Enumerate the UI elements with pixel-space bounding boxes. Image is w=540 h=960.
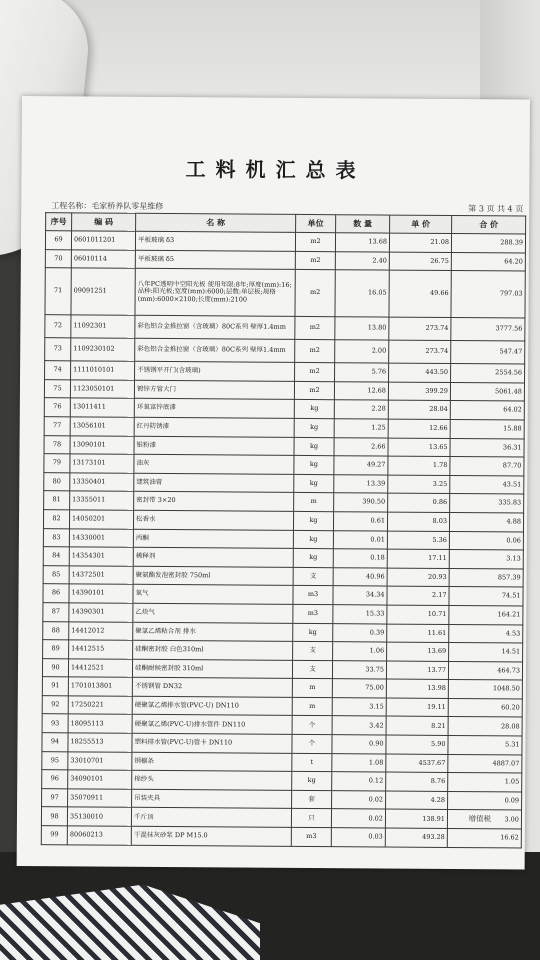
header-unit-price: 单 价 xyxy=(390,215,452,233)
cell-unit-price: 4537.67 xyxy=(386,754,448,773)
cell-quantity: 13.80 xyxy=(335,317,389,340)
cell-unit-price: 138.91 xyxy=(385,809,447,828)
cell-unit: m2 xyxy=(295,363,335,382)
cell-code: 13350401 xyxy=(70,473,134,492)
cell-no: 80 xyxy=(44,472,70,491)
cell-total: 4887.07 xyxy=(448,754,522,773)
cell-code: 18095113 xyxy=(68,714,132,733)
cell-unit: kg xyxy=(294,456,334,475)
table-row xyxy=(41,826,521,848)
cell-name: 平板玻璃 δ5 xyxy=(135,250,295,270)
cell-no: 99 xyxy=(41,826,67,845)
cell-total: 857.39 xyxy=(449,568,523,587)
cell-no: 74 xyxy=(45,361,71,380)
cell-quantity: 13.68 xyxy=(335,233,389,252)
cell-code: 14330001 xyxy=(69,528,133,547)
cell-unit: kg xyxy=(294,474,334,493)
cell-total: 16.62 xyxy=(447,829,521,848)
cell-no: 71 xyxy=(45,268,71,315)
cell-name: 油灰 xyxy=(134,454,294,474)
cell-no: 70 xyxy=(45,249,71,268)
cell-total: 797.03 xyxy=(451,271,525,319)
cell-quantity: 13.39 xyxy=(334,474,388,493)
cell-code: 17250221 xyxy=(68,696,132,715)
cell-unit: m2 xyxy=(295,232,335,251)
cell-quantity: 16.05 xyxy=(335,270,389,317)
cell-name: 硬聚氯乙烯(PVC-U)排水管件 DN110 xyxy=(132,715,292,735)
cell-unit: 个 xyxy=(292,734,332,753)
cell-total: 60.20 xyxy=(448,698,522,717)
cell-unit: kg xyxy=(293,549,333,568)
cell-no: 87 xyxy=(43,603,69,622)
cell-name: 硅酮耐候密封胶 310ml xyxy=(132,659,292,679)
cell-quantity: 0.01 xyxy=(333,530,387,549)
cell-code: 0601011201 xyxy=(71,231,135,250)
cell-name: 聚氯乙烯粘合剂 排水 xyxy=(133,622,293,642)
table-row xyxy=(45,315,525,341)
cell-code: 06010114 xyxy=(71,249,135,268)
cell-quantity: 5.76 xyxy=(335,363,389,382)
cell-unit-price: 12.66 xyxy=(388,419,450,438)
cell-unit: kg xyxy=(294,400,334,419)
cell-unit: t xyxy=(292,753,332,772)
cell-quantity: 0.02 xyxy=(332,791,386,810)
cell-code: 14050201 xyxy=(69,510,133,529)
cell-no: 97 xyxy=(42,788,68,807)
cell-code: 13090101 xyxy=(70,435,134,454)
cell-no: 88 xyxy=(43,621,69,640)
cell-no: 77 xyxy=(44,417,70,436)
cell-code: 14390101 xyxy=(69,584,133,603)
document-title: 工料机汇总表 xyxy=(185,157,366,183)
cell-unit-price: 28.04 xyxy=(388,400,450,419)
cell-unit-price: 26.75 xyxy=(389,252,451,271)
cell-quantity: 75.00 xyxy=(332,679,386,698)
cell-no: 98 xyxy=(41,807,67,826)
cell-total: 1.05 xyxy=(448,773,522,792)
cell-name: 硬聚氯乙烯排水管(PVC-U) DN110 xyxy=(132,696,292,716)
cell-quantity: 2.66 xyxy=(334,437,388,456)
cell-quantity: 0.03 xyxy=(331,828,385,847)
cell-unit: m xyxy=(294,493,334,512)
cell-quantity: 390.50 xyxy=(334,493,388,512)
cell-total: 3.13 xyxy=(449,550,523,569)
cell-name: 丙酮 xyxy=(133,529,293,549)
cell-no: 72 xyxy=(45,315,71,338)
header-code: 编 码 xyxy=(72,213,136,231)
header-no: 序号 xyxy=(46,213,72,231)
cell-unit: kg xyxy=(293,623,333,642)
cell-total: 5061.48 xyxy=(450,382,524,401)
cell-no: 83 xyxy=(43,528,69,547)
cell-no: 92 xyxy=(42,696,68,715)
cell-total: 74.51 xyxy=(449,587,523,606)
cell-quantity: 33.75 xyxy=(332,660,386,679)
cell-unit-price: 1.78 xyxy=(388,456,450,475)
cell-code: 18255513 xyxy=(68,733,132,752)
cell-unit-price: 3.25 xyxy=(388,475,450,494)
cell-quantity: 3.15 xyxy=(332,698,386,717)
cell-code: 14390301 xyxy=(69,603,133,622)
cell-name: 银粉漆 xyxy=(134,436,294,456)
cell-name: 不锈钢平开门(含玻璃) xyxy=(135,361,295,381)
cell-total: 3.00 xyxy=(447,810,521,829)
cell-no: 81 xyxy=(44,491,70,510)
cell-name: 乙炔气 xyxy=(133,603,293,623)
header-total: 合 价 xyxy=(452,216,526,235)
cell-name: 干混抹灰砂浆 DP M15.0 xyxy=(131,826,291,846)
cell-unit: m2 xyxy=(295,270,335,317)
cell-unit-price: 49.66 xyxy=(389,270,451,317)
cell-name: 钢檩条 xyxy=(132,752,292,772)
cell-code: 13173101 xyxy=(70,454,134,473)
cell-total: 14.51 xyxy=(449,643,523,662)
cell-no: 90 xyxy=(42,658,68,677)
cell-unit: m3 xyxy=(293,586,333,605)
cell-no: 91 xyxy=(42,677,68,696)
cell-code: 14412012 xyxy=(69,621,133,640)
cell-unit-price: 8.76 xyxy=(386,772,448,791)
cell-unit: m xyxy=(292,697,332,716)
cell-code: 1109230102 xyxy=(71,338,135,361)
cell-name: 镀锌方管大门 xyxy=(134,380,294,400)
cell-unit-price: 17.11 xyxy=(387,549,449,568)
cell-name: 千斤顶 xyxy=(131,808,291,828)
cell-unit: kg xyxy=(293,511,333,530)
cell-total: 1048.50 xyxy=(448,680,522,699)
cell-unit-price: 11.61 xyxy=(387,624,449,643)
cell-code: 1123050101 xyxy=(70,380,134,399)
cell-unit: m2 xyxy=(295,251,335,270)
cell-name: 红丹防锈漆 xyxy=(134,417,294,437)
cell-code: 13056101 xyxy=(70,417,134,436)
project-name: 工程名称：毛家桥养队零星维修 xyxy=(51,201,164,211)
cell-unit: m2 xyxy=(295,317,335,340)
cell-unit: kg xyxy=(294,437,334,456)
cell-unit: kg xyxy=(293,530,333,549)
cell-code: 80060213 xyxy=(67,826,131,845)
cell-no: 76 xyxy=(44,398,70,417)
cell-no: 73 xyxy=(45,338,71,361)
cell-total: 164.21 xyxy=(449,605,523,624)
cell-total: 15.88 xyxy=(450,419,524,438)
cell-no: 78 xyxy=(44,435,70,454)
cell-code: 14354301 xyxy=(69,547,133,566)
cell-unit-price: 443.50 xyxy=(389,363,451,382)
table-row xyxy=(45,268,525,318)
cell-total: 64.20 xyxy=(451,252,525,271)
cell-quantity: 40.96 xyxy=(333,567,387,586)
cell-name: 平板玻璃 δ3 xyxy=(135,231,295,251)
cell-no: 75 xyxy=(44,379,70,398)
cell-unit: m3 xyxy=(291,827,331,846)
cell-code: 34090101 xyxy=(68,770,132,789)
cell-code: 09091251 xyxy=(71,268,135,315)
cell-name: 松香水 xyxy=(133,510,293,530)
cell-unit-price: 10.71 xyxy=(387,605,449,624)
cell-code: 14372501 xyxy=(69,566,133,585)
cell-name: 硅酮密封胶 白色310ml xyxy=(133,640,293,660)
cell-unit: kg xyxy=(294,418,334,437)
cell-total: 2554.56 xyxy=(451,364,525,383)
header-quantity: 数 量 xyxy=(336,215,390,233)
cell-unit: 个 xyxy=(292,716,332,735)
cell-quantity: 12.68 xyxy=(334,381,388,400)
cell-unit: kg xyxy=(292,772,332,791)
cell-no: 85 xyxy=(43,565,69,584)
cell-no: 79 xyxy=(44,454,70,473)
page-indicator: 第 3 页 共 4 页 xyxy=(468,204,524,214)
cell-name: 彩色铝合金推拉窗（含玻璃）80C系列 壁厚1.4mm xyxy=(135,338,295,362)
cell-unit-price: 273.74 xyxy=(389,340,451,363)
cell-unit-price: 2.17 xyxy=(387,586,449,605)
cell-unit-price: 13.69 xyxy=(387,642,449,661)
cell-unit-price: 13.77 xyxy=(386,661,448,680)
cell-name: 聚氨酯发泡密封胶 750ml xyxy=(133,566,293,586)
cell-name: 棉纱头 xyxy=(132,771,292,791)
cell-unit: 支 xyxy=(292,660,332,679)
cell-unit: m2 xyxy=(295,340,335,363)
cell-unit-price: 273.74 xyxy=(389,317,451,340)
cell-total: 4.88 xyxy=(449,512,523,531)
document-sheet xyxy=(17,96,530,870)
cell-total: 5.31 xyxy=(448,736,522,755)
cell-code: 1701013801 xyxy=(68,677,132,696)
cell-quantity: 0.90 xyxy=(332,735,386,754)
cell-unit-price: 20.93 xyxy=(387,568,449,587)
cell-total: 28.08 xyxy=(448,717,522,736)
cell-quantity: 0.18 xyxy=(333,549,387,568)
cell-total: 335.83 xyxy=(450,494,524,513)
cell-unit: m2 xyxy=(294,381,334,400)
cell-name: 八年PC透明中空阳光板 使用年限:8年;厚度(mm):16;品种:阳光板;宽度(mm):6000;层数:单层板;规格(mm):6000×2100;长度(mm):2100 xyxy=(135,268,295,316)
cell-no: 86 xyxy=(43,584,69,603)
cell-total: 3777.56 xyxy=(451,318,525,342)
footer-note: 增值税 xyxy=(468,814,491,824)
cell-total: 464.73 xyxy=(448,661,522,680)
cell-unit-price: 4.28 xyxy=(386,791,448,810)
cell-total: 64.02 xyxy=(450,401,524,420)
cell-name: 彩色铝合金推拉窗（含玻璃）80C系列 壁厚1.4mm xyxy=(135,315,295,339)
cell-unit-price: 399.29 xyxy=(388,382,450,401)
cell-code: 13355011 xyxy=(70,491,134,510)
cell-unit: m3 xyxy=(293,604,333,623)
cell-quantity: 34.34 xyxy=(333,586,387,605)
cell-unit: m xyxy=(292,679,332,698)
cell-name: 氧气 xyxy=(133,585,293,605)
cell-unit-price: 5.36 xyxy=(387,531,449,550)
cell-name: 密封带 3×20 xyxy=(134,492,294,512)
cell-name: 稀释剂 xyxy=(133,547,293,567)
cell-name: 塑料排水管(PVC-U)管卡 DN110 xyxy=(132,733,292,753)
cell-code: 14412515 xyxy=(69,640,133,659)
cell-unit-price: 19.11 xyxy=(386,698,448,717)
cell-unit-price: 0.86 xyxy=(388,493,450,512)
cell-total: 4.53 xyxy=(449,624,523,643)
cell-quantity: 49.27 xyxy=(334,456,388,475)
cell-no: 82 xyxy=(43,510,69,529)
summary-table-wrap xyxy=(41,212,525,848)
cell-no: 96 xyxy=(42,770,68,789)
cell-no: 84 xyxy=(43,547,69,566)
cell-no: 69 xyxy=(45,231,71,250)
cell-code: 33010701 xyxy=(68,751,132,770)
cell-unit-price: 13.65 xyxy=(388,438,450,457)
cell-total: 288.39 xyxy=(451,234,525,253)
cell-unit-price: 21.08 xyxy=(389,233,451,252)
cell-no: 95 xyxy=(42,751,68,770)
cell-code: 13011411 xyxy=(70,398,134,417)
table-body xyxy=(41,231,525,848)
cell-quantity: 2.00 xyxy=(335,340,389,363)
cell-quantity: 2.28 xyxy=(334,400,388,419)
cell-unit-price: 13.98 xyxy=(386,679,448,698)
cell-unit-price: 5.90 xyxy=(386,735,448,754)
cell-total: 36.31 xyxy=(450,438,524,457)
cell-quantity: 1.25 xyxy=(334,419,388,438)
cell-quantity: 0.02 xyxy=(331,809,385,828)
cell-unit-price: 8.03 xyxy=(387,512,449,531)
cell-quantity: 0.61 xyxy=(333,512,387,531)
cell-name: 建筑油膏 xyxy=(134,473,294,493)
cell-total: 0.09 xyxy=(448,791,522,810)
cell-quantity: 2.40 xyxy=(335,251,389,270)
cell-quantity: 0.39 xyxy=(333,623,387,642)
cell-unit-price: 493.28 xyxy=(385,828,447,847)
cell-code: 11092301 xyxy=(71,315,135,338)
cell-name: 不锈钢管 DN32 xyxy=(132,678,292,698)
cell-code: 35070911 xyxy=(68,789,132,808)
cell-quantity: 3.42 xyxy=(332,716,386,735)
table-row xyxy=(45,338,525,364)
cell-total: 43.51 xyxy=(450,475,524,494)
cell-quantity: 1.06 xyxy=(333,642,387,661)
cell-unit: 支 xyxy=(293,641,333,660)
cell-quantity: 15.33 xyxy=(333,605,387,624)
cell-quantity: 0.12 xyxy=(332,772,386,791)
header-name: 名 称 xyxy=(136,213,296,232)
cell-unit: 套 xyxy=(292,790,332,809)
cell-code: 35130010 xyxy=(67,807,131,826)
summary-table xyxy=(41,212,526,848)
cell-name: 吊装夹具 xyxy=(132,789,292,809)
cell-code: 1111010101 xyxy=(71,361,135,380)
cell-total: 547.47 xyxy=(451,341,525,365)
cell-unit: 支 xyxy=(293,567,333,586)
cell-unit: 只 xyxy=(291,809,331,828)
cell-no: 89 xyxy=(43,640,69,659)
cell-no: 93 xyxy=(42,714,68,733)
cell-total: 87.70 xyxy=(450,457,524,476)
cell-code: 14412521 xyxy=(68,659,132,678)
cell-name: 环氧富锌底漆 xyxy=(134,399,294,419)
header-unit: 单位 xyxy=(296,214,336,232)
cell-total: 0.06 xyxy=(449,531,523,550)
cell-no: 94 xyxy=(42,733,68,752)
cell-quantity: 1.08 xyxy=(332,753,386,772)
cell-unit-price: 8.21 xyxy=(386,717,448,736)
